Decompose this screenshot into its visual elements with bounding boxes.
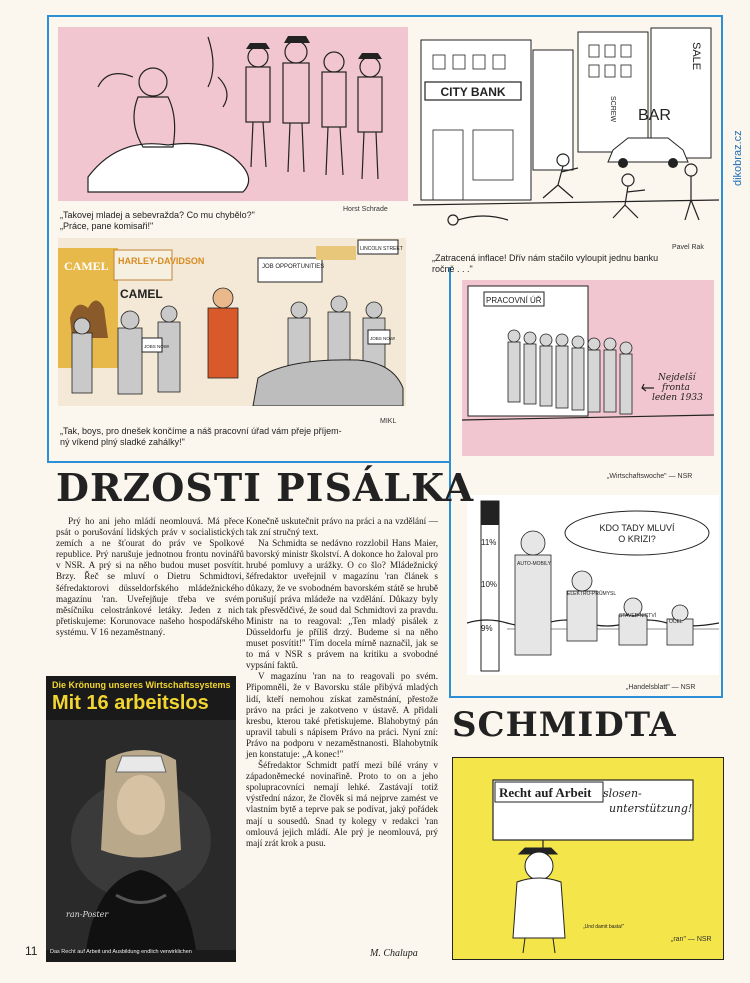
scale-11: 11% (481, 538, 497, 547)
queue-note-1: Nejdelší (658, 373, 696, 383)
cartoon-camel-caption: „Tak, boys, pro dnešek končíme a náš pracovní úřad vám přeje příjem- ný víkend plný sladké zahálky!" (60, 426, 342, 447)
sign-printed: Recht auf Arbeit (499, 785, 592, 800)
cartoon-queue-drawing (462, 280, 714, 456)
lincoln-sign: LINCOLN STREET (360, 246, 403, 252)
cartoon-suicide (58, 27, 408, 201)
cartoon-bank-drawing (413, 20, 719, 242)
cartoon-bank (413, 20, 719, 242)
cartoon-crisis-credit: „Handelsblatt" — NSR (626, 684, 696, 691)
jobs-sign-2: JOBS NOW! (370, 336, 396, 341)
screw-sign: SCREW (609, 96, 616, 123)
cartoon-suicide-caption: „Takovej mladej a sebevražda? Co mu chybělo?" „Práce, pane komisaři!" (60, 210, 255, 231)
poster-title: Mit 16 arbeitslos (52, 692, 209, 714)
city-bank-sign: CITY BANK (440, 85, 506, 99)
cartoon-camel (58, 238, 406, 406)
article-col2: Konečně uskutečnit právo na práci a na vzdělání — tak zní stručný text. Na Schmidta se nedávno rozzlobil Hans Maier, bavorský ministr školství. A dokonce ho žaloval pro hrubé pomluvy a urážky. O co šlo? Mládežnický šéfredaktor uveřejnil v magazínu 'ran článek s důkazy, že ve svobodném bavorském státě se hrubě porušují práva mládeže na vzdělání. Důkazy byly tak přesvědčivé, že soud dal Schmidtovi za pravdu. Ministr na to reagoval: „Ten mladý pisálek z Düsseldorfu je příliš drzý. Budeme si na něho muset posvítit!" Tím docela mírně naznačil, jak se to má v NSR s právem na kritiku a svobodné vypsání faktů. V magazínu 'ran na to reagovali po svém. Připomněli, že v Bavorsku stále přibývá mladých lidí, kteří nemohou získat zaměstnání, přestože právo na práci je zakotveno v ústavě. A přidali kresbu, kterou také přetiskujeme. Blahobytný pán upravil tabuli s nápisem Právo na práci. Nyní zní: Právo na podporu v nezaměstnanosti. Blahobytník jen konstatuje: „A konec!" Šéfredaktor Schmidt patří mezi bílé vrány v západoněmecké novinařině. Proto to on a jeho spolupracovníci nemají lehké. Zastávají totiž výstřední názor, že člověk si má nejprve zamést ve vlastním bytě a teprve pak se podívat, jaký pořádek mají u sousedů. Snad ty kolegy v redakci 'ran omlouvá jejich mládí. Ale prý je neomlouvá, prý mají zrát krok a pusu. (246, 516, 438, 848)
sign-handwritten-1: slosen- (603, 787, 642, 800)
queue-note-3: leden 1933 (652, 393, 703, 403)
sale-sign: SALE (690, 42, 702, 71)
cartoon-queue (462, 280, 714, 456)
cartoon-suicide-drawing (58, 27, 408, 201)
cartoon-schmidt (452, 757, 724, 960)
bar-sign: BAR (638, 107, 671, 124)
headline-part2: SCHMIDTA (452, 705, 677, 745)
poster-footer: Das Recht auf Arbeit und Ausbildung endlich verwirklichen (50, 949, 192, 955)
cartoon-schmidt-credit: „ran" — NSR (671, 936, 712, 943)
page-number: 11 (25, 944, 38, 958)
label-ocel: OCEL (669, 619, 683, 625)
article-col1: Prý ho ani jeho mládí neomlouvá. Má přece psát o porušování lidských práv v socialistických zemích a ne šťourat do práv ve Spolkové republice. Prý narušuje jednotnou frontu novinářů v NSR. A prý si na něho budou muset posvítit. Brzy. Řeč se mluví o Dietru Schmidtovi, šéfredaktorovi düsseldorfského mládežnického magazínu 'ran. Uveřejňuje třeba ve svém měsíčníku celostránkové letáky. Jeden z nich přetiskujeme: Korunovace našeho hospodářského systému. V 16 nezaměstnaný. (56, 516, 244, 637)
scale-10: 10% (481, 580, 498, 589)
frame-mid-v (449, 267, 451, 463)
office-sign: PRACOVNÍ ÚŘ (486, 296, 542, 305)
headline-part1: DRZOSTI PISÁLKA (56, 465, 475, 510)
frame-top (47, 15, 723, 17)
cartoon-camel-credit: MIKL (380, 418, 397, 425)
cartoon-queue-credit: „Wirtschaftswoche" — NSR (607, 473, 693, 480)
camel-sign-2: CAMEL (120, 287, 163, 301)
crisis-speech-2: O KRIZI? (618, 534, 656, 544)
label-auto: AUTO-MOBILY (517, 561, 551, 567)
cartoon-bank-credit: Pavel Rak (672, 244, 704, 251)
scale-9: 9% (481, 624, 493, 633)
cartoon-schmidt-drawing (453, 758, 723, 958)
poster-top-line: Die Krönung unseres Wirtschaftssystems (52, 680, 231, 690)
crisis-speech-1: KDO TADY MLUVÍ (599, 523, 675, 533)
job-sign: JOB OPPORTUNITIES (262, 264, 325, 270)
label-elektro: ELEKTRO-PRŮMYSL (567, 591, 617, 597)
label-stav: STAVEB-NICTVÍ (619, 613, 657, 619)
camel-sign-1: CAMEL (64, 259, 109, 273)
sign-handwritten-2: unterstützung! (609, 802, 693, 815)
side-watermark: dikobraz.cz (732, 130, 744, 186)
frame-left (47, 15, 49, 462)
ran-poster (46, 676, 236, 962)
cartoon-suicide-credit: Horst Schrade (343, 206, 388, 213)
figure-caption: „Und damit basta!" (583, 924, 625, 930)
queue-note-2: fronta (662, 383, 690, 393)
article-author: M. Chalupa (370, 948, 418, 959)
frame-right (721, 15, 723, 698)
cartoon-bank-caption: „Zatracená inflace! Dřív nám stačilo vyloupit jednu banku ročně . . ." (432, 253, 659, 274)
poster-tag: ran-Poster (66, 910, 109, 919)
cartoon-crisis-drawing (467, 495, 719, 675)
frame-right-bottom (449, 696, 723, 698)
harley-sign: HARLEY-DAVIDSON (118, 256, 205, 266)
jobs-sign-1: JOBS NOW! (144, 344, 170, 349)
cartoon-crisis (467, 495, 719, 675)
frame-mid-h (47, 461, 451, 463)
cartoon-camel-drawing (58, 238, 406, 406)
